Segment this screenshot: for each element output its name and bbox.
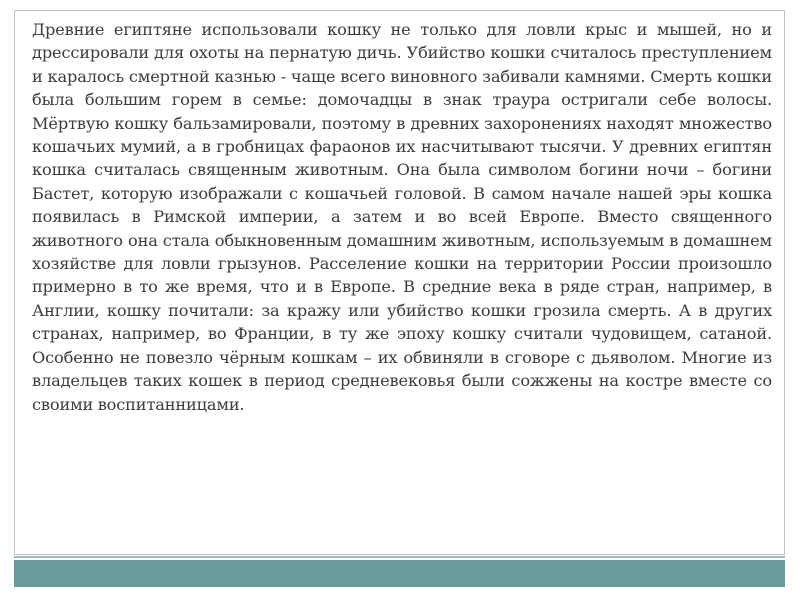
bottom-bar-accent-line bbox=[14, 556, 785, 558]
bottom-bar bbox=[14, 560, 785, 587]
slide-body-text: Древние египтяне использовали кошку не только для ловли крыс и мышей, но и дрессировали для охоты на пернатую дичь. Убийство кошки считалось преступлением и каралось смертной казнью - чаще всего виновного забивали камнями. Смерть кошки была большим горем в семье: домочадцы в знак траура остригали себе волосы. Мёртвую кошку бальзамировали, поэтому в древних захоронениях находят множество кошачьих мумий, а в гробницах фараонов их насчитывают тысячи. У древних египтян кошка считалась священным животным. Она была символом богини ночи – богини Бастет, которую изображали с кошачьей головой. В самом начале нашей эры кошка появилась в Римской империи, а затем и во всей Европе. Вместо священного животного она стала обыкновенным домашним животным, используемым в домашнем хозяйстве для ловли грызунов. Расселение кошки на территории России произошло примерно в то же время, что и в Европе. В средние века в ряде стран, например, в Англии, кошку почитали: за кражу или убийство кошки грозила смерть. А в других странах, например, во Франции, в ту же эпоху кошку считали чудовищем, сатаной. Особенно не повезло чёрным кошкам – их обвиняли в сговоре с дьяволом. Многие из владельцев таких кошек в период средневековья были сожжены на костре вместе со своими воспитанницами. bbox=[32, 20, 772, 414]
